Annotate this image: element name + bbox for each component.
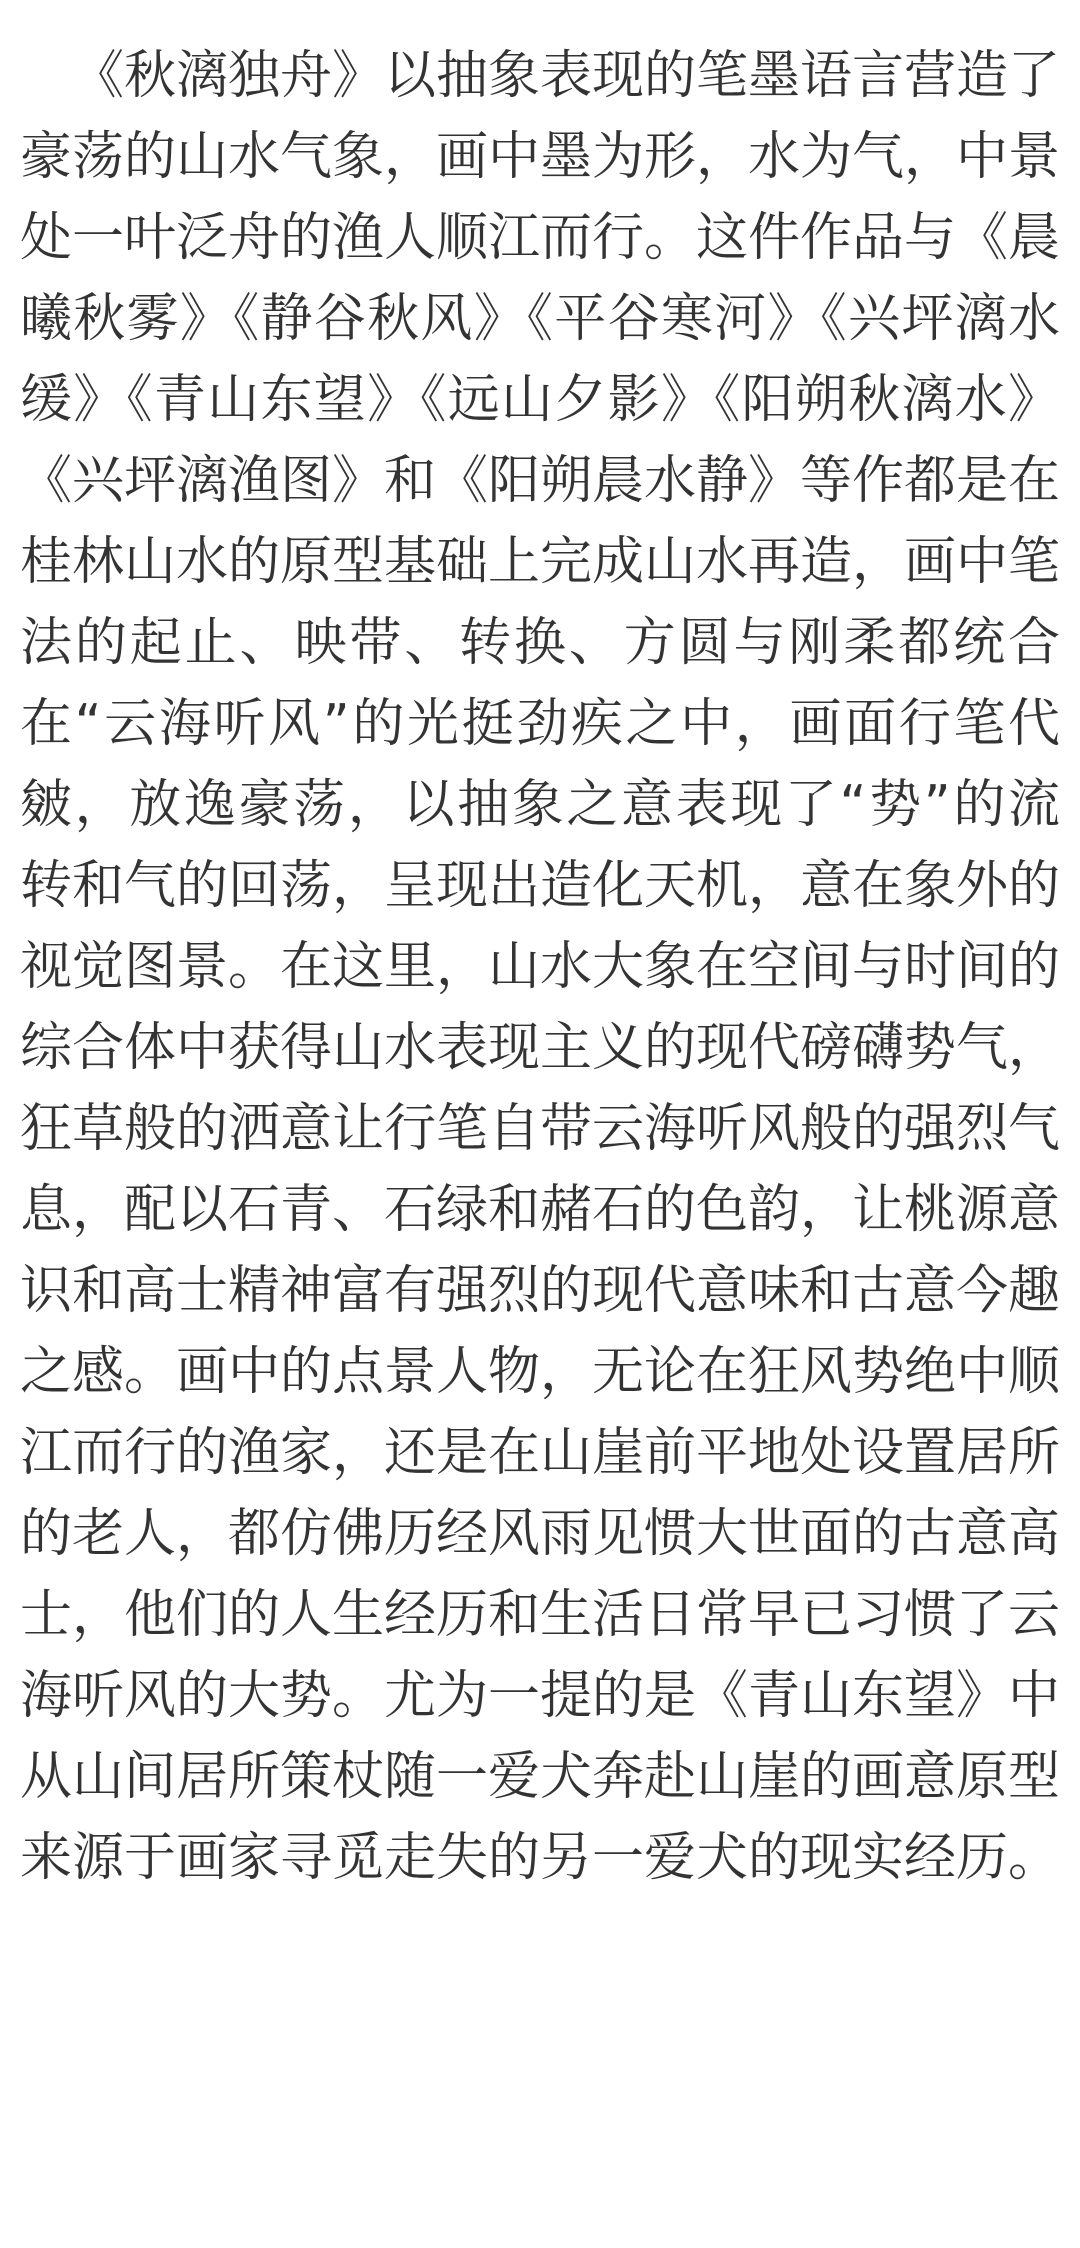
article-body bbox=[20, 36, 1060, 1899]
article-paragraph: 《秋漓独舟》以抽象表现的笔墨语言营造了豪荡的山水气象，画中墨为形，水为气，中景处一叶泛舟的渔人顺江而行。这件作品与《晨曦秋雾》《静谷秋风》《平谷寒河》《兴坪漓水缓》《青山东望》《远山夕影》《阳朔秋漓水》《兴坪漓渔图》和《阳朔晨水静》等作都是在桂林山水的原型基础上完成山水再造，画中笔法的起止、映带、转换、方圆与刚柔都统合在“云海听风”的光挺劲疾之中，画面行笔代皴，放逸豪荡，以抽象之意表现了“势”的流转和气的回荡，呈现出造化天机，意在象外的视觉图景。在这里，山水大象在空间与时间的综合体中获得山水表现主义的现代磅礴势气，狂草般的洒意让行笔自带云海听风般的强烈气息，配以石青、石绿和赭石的色韵，让桃源意识和高士精神富有强烈的现代意味和古意今趣之感。画中的点景人物，无论在狂风势绝中顺江而行的渔家，还是在山崖前平地处设置居所的老人，都仿佛历经风雨见惯大世面的古意高士，他们的人生经历和生活日常早已习惯了云海听风的大势。尤为一提的是《青山东望》中从山间居所策杖随一爱犬奔赴山崖的画意原型来源于画家寻觅走失的另一爱犬的现实经历。 bbox=[20, 46, 1061, 1888]
